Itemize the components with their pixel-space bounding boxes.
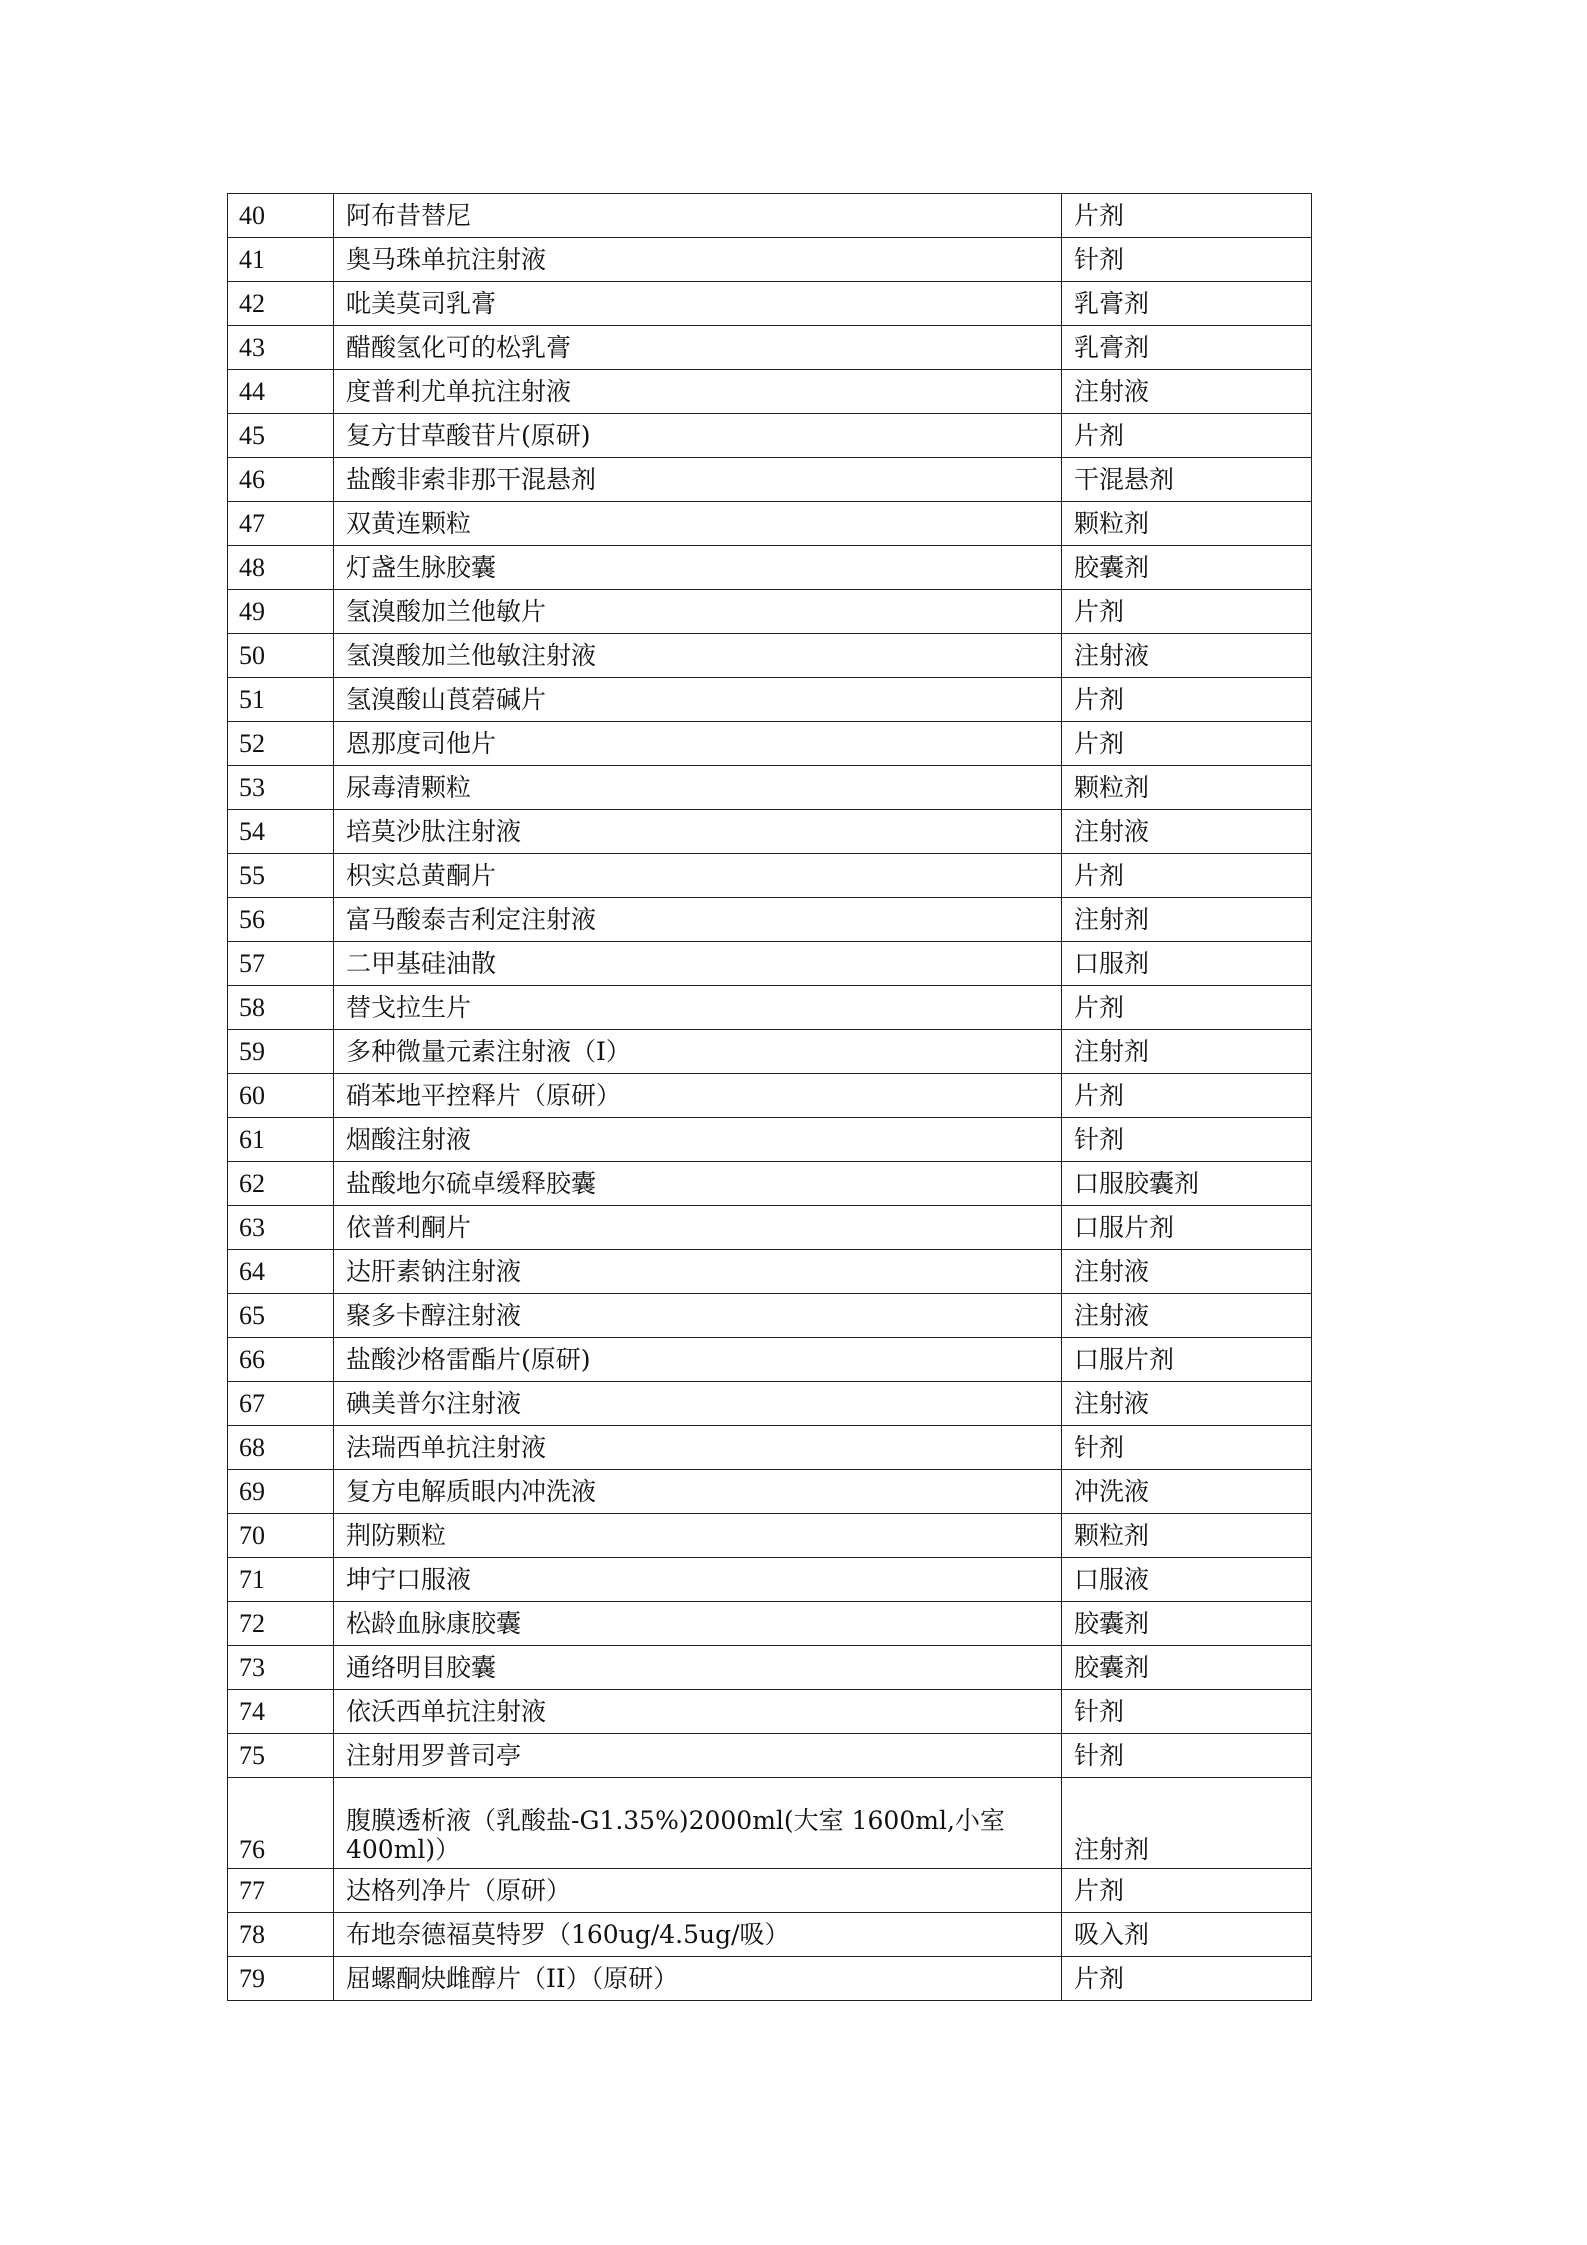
- drug-name-cell: [334, 1250, 1062, 1294]
- drug-name-line: 醋酸氢化可的松乳膏: [346, 333, 572, 362]
- table-row: [228, 414, 1312, 458]
- dosage-form-cell: 注射剂: [1062, 1030, 1312, 1074]
- row-number-cell: 79: [228, 1957, 334, 2001]
- drug-name-cell: [334, 370, 1062, 414]
- drug-name-line: 法瑞西单抗注射液: [346, 1433, 547, 1462]
- drug-name-cell: [334, 1470, 1062, 1514]
- table-row: [228, 1869, 1312, 1913]
- table-row: [228, 854, 1312, 898]
- drug-name-line: 吡美莫司乳膏: [346, 289, 497, 318]
- dosage-form-cell: 胶囊剂: [1062, 546, 1312, 590]
- drug-name-line: 复方电解质眼内冲洗液: [346, 1477, 597, 1506]
- table-row: [228, 370, 1312, 414]
- row-number-cell: 58: [228, 986, 334, 1030]
- row-number-cell: 52: [228, 722, 334, 766]
- dosage-form-cell: 干混悬剂: [1062, 458, 1312, 502]
- drug-name-line: 度普利尤单抗注射液: [346, 377, 572, 406]
- row-number-cell: 41: [228, 238, 334, 282]
- drug-name-line: 达格列净片（原研）: [346, 1876, 572, 1905]
- row-number-cell: 76: [228, 1778, 334, 1869]
- drug-name-cell: [334, 1162, 1062, 1206]
- drug-name-cell: [334, 1514, 1062, 1558]
- drug-name-line: 盐酸沙格雷酯片(原研): [346, 1345, 591, 1374]
- row-number-cell: 75: [228, 1734, 334, 1778]
- row-number-cell: 72: [228, 1602, 334, 1646]
- drug-name-line: 布地奈德福莫特罗（160ug/4.5ug/吸）: [346, 1920, 790, 1949]
- table-row: [228, 1074, 1312, 1118]
- drug-name-cell: [334, 590, 1062, 634]
- table-row: [228, 194, 1312, 238]
- table-row: [228, 1338, 1312, 1382]
- table-row: [228, 458, 1312, 502]
- table-row: [228, 898, 1312, 942]
- drug-name-cell: [334, 1602, 1062, 1646]
- table-row: [228, 1602, 1312, 1646]
- row-number-cell: 47: [228, 502, 334, 546]
- dosage-form-cell: 注射液: [1062, 1250, 1312, 1294]
- row-number-cell: 78: [228, 1913, 334, 1957]
- table-row: [228, 1250, 1312, 1294]
- dosage-form-cell: 针剂: [1062, 1118, 1312, 1162]
- row-number-cell: 59: [228, 1030, 334, 1074]
- drug-name-line: 恩那度司他片: [346, 729, 497, 758]
- drug-name-line: 氢溴酸山莨菪碱片: [346, 685, 547, 714]
- drug-name-cell: [334, 1646, 1062, 1690]
- dosage-form-cell: 针剂: [1062, 1690, 1312, 1734]
- row-number-cell: 50: [228, 634, 334, 678]
- drug-name-line: 依普利酮片: [346, 1213, 472, 1242]
- dosage-form-cell: 注射液: [1062, 810, 1312, 854]
- table-row: [228, 986, 1312, 1030]
- table-row: [228, 546, 1312, 590]
- row-number-cell: 71: [228, 1558, 334, 1602]
- drug-name-line: 尿毒清颗粒: [346, 773, 472, 802]
- dosage-form-cell: 胶囊剂: [1062, 1602, 1312, 1646]
- row-number-cell: 65: [228, 1294, 334, 1338]
- drug-name-line: 盐酸地尔硫卓缓释胶囊: [346, 1169, 597, 1198]
- table-row: [228, 326, 1312, 370]
- table-row: [228, 810, 1312, 854]
- drug-name-line: 坤宁口服液: [346, 1565, 472, 1594]
- drug-name-line: 盐酸非索非那干混悬剂: [346, 465, 597, 494]
- row-number-cell: 63: [228, 1206, 334, 1250]
- drug-name-cell: [334, 1338, 1062, 1382]
- drug-name-cell: [334, 898, 1062, 942]
- row-number-cell: 54: [228, 810, 334, 854]
- drug-name-line: 氢溴酸加兰他敏片: [346, 597, 547, 626]
- drug-name-cell: [334, 1118, 1062, 1162]
- table-row: [228, 1734, 1312, 1778]
- drug-name-cell: [334, 1206, 1062, 1250]
- row-number-cell: 56: [228, 898, 334, 942]
- drug-name-cell: [334, 1558, 1062, 1602]
- dosage-form-cell: 片剂: [1062, 1957, 1312, 2001]
- dosage-form-cell: 胶囊剂: [1062, 1646, 1312, 1690]
- drug-name-cell: [334, 854, 1062, 898]
- table-row: [228, 282, 1312, 326]
- drug-name-line: 荆防颗粒: [346, 1521, 447, 1550]
- row-number-cell: 62: [228, 1162, 334, 1206]
- drug-name-cell: [334, 942, 1062, 986]
- dosage-form-cell: 注射液: [1062, 1382, 1312, 1426]
- dosage-form-cell: 片剂: [1062, 722, 1312, 766]
- row-number-cell: 44: [228, 370, 334, 414]
- drug-list-table: [227, 193, 1312, 2001]
- drug-name-line: 腹膜透析液（乳酸盐-G1.35%)2000ml(大室 1600ml,小室: [346, 1806, 1005, 1835]
- dosage-form-cell: 片剂: [1062, 194, 1312, 238]
- drug-name-line: 奥马珠单抗注射液: [346, 245, 547, 274]
- row-number-cell: 43: [228, 326, 334, 370]
- row-number-cell: 69: [228, 1470, 334, 1514]
- dosage-form-cell: 片剂: [1062, 854, 1312, 898]
- table-row: [228, 1957, 1312, 2001]
- drug-name-line: 氢溴酸加兰他敏注射液: [346, 641, 597, 670]
- drug-name-cell: [334, 1778, 1062, 1869]
- dosage-form-cell: 注射剂: [1062, 898, 1312, 942]
- row-number-cell: 57: [228, 942, 334, 986]
- drug-name-cell: [334, 1869, 1062, 1913]
- drug-name-cell: [334, 282, 1062, 326]
- table-row: [228, 1778, 1312, 1869]
- drug-name-cell: [334, 546, 1062, 590]
- dosage-form-cell: 针剂: [1062, 1426, 1312, 1470]
- table-row: [228, 1162, 1312, 1206]
- row-number-cell: 51: [228, 678, 334, 722]
- table-row: [228, 502, 1312, 546]
- row-number-cell: 60: [228, 1074, 334, 1118]
- dosage-form-cell: 乳膏剂: [1062, 326, 1312, 370]
- drug-name-line: 达肝素钠注射液: [346, 1257, 522, 1286]
- row-number-cell: 53: [228, 766, 334, 810]
- dosage-form-cell: 乳膏剂: [1062, 282, 1312, 326]
- drug-name-cell: [334, 1074, 1062, 1118]
- drug-name-cell: [334, 1030, 1062, 1074]
- drug-name-line: 聚多卡醇注射液: [346, 1301, 522, 1330]
- drug-name-cell: [334, 1426, 1062, 1470]
- drug-name-line: 烟酸注射液: [346, 1125, 472, 1154]
- drug-name-cell: [334, 1913, 1062, 1957]
- row-number-cell: 61: [228, 1118, 334, 1162]
- dosage-form-cell: 注射剂: [1062, 1778, 1312, 1869]
- table-row: [228, 1382, 1312, 1426]
- drug-name-line: 灯盏生脉胶囊: [346, 553, 497, 582]
- row-number-cell: 55: [228, 854, 334, 898]
- drug-name-cell: [334, 238, 1062, 282]
- table-row: [228, 1558, 1312, 1602]
- row-number-cell: 74: [228, 1690, 334, 1734]
- drug-list-table-body: [228, 194, 1312, 2001]
- drug-name-cell: [334, 502, 1062, 546]
- table-row: [228, 722, 1312, 766]
- drug-name-cell: [334, 1294, 1062, 1338]
- row-number-cell: 70: [228, 1514, 334, 1558]
- drug-name-line: 富马酸泰吉利定注射液: [346, 905, 597, 934]
- drug-name-cell: [334, 326, 1062, 370]
- table-row: [228, 1294, 1312, 1338]
- dosage-form-cell: 片剂: [1062, 986, 1312, 1030]
- drug-name-cell: [334, 1957, 1062, 2001]
- drug-name-line: 替戈拉生片: [346, 993, 472, 1022]
- table-row: [228, 1690, 1312, 1734]
- dosage-form-cell: 针剂: [1062, 238, 1312, 282]
- drug-name-cell: [334, 722, 1062, 766]
- row-number-cell: 68: [228, 1426, 334, 1470]
- table-row: [228, 1514, 1312, 1558]
- row-number-cell: 67: [228, 1382, 334, 1426]
- drug-name-cell: [334, 1734, 1062, 1778]
- dosage-form-cell: 片剂: [1062, 678, 1312, 722]
- table-row: [228, 1470, 1312, 1514]
- dosage-form-cell: 口服片剂: [1062, 1206, 1312, 1250]
- row-number-cell: 48: [228, 546, 334, 590]
- drug-name-line: 复方甘草酸苷片(原研): [346, 421, 591, 450]
- drug-name-cell: [334, 458, 1062, 502]
- table-row: [228, 634, 1312, 678]
- drug-name-line: 松龄血脉康胶囊: [346, 1609, 522, 1638]
- drug-name-cell: [334, 810, 1062, 854]
- drug-name-line: 二甲基硅油散: [346, 949, 497, 978]
- drug-name-cell: [334, 1690, 1062, 1734]
- drug-name-line: 阿布昔替尼: [346, 201, 472, 230]
- row-number-cell: 46: [228, 458, 334, 502]
- table-row: [228, 1206, 1312, 1250]
- drug-name-cell: [334, 414, 1062, 458]
- dosage-form-cell: 针剂: [1062, 1734, 1312, 1778]
- dosage-form-cell: 冲洗液: [1062, 1470, 1312, 1514]
- table-row: [228, 1646, 1312, 1690]
- table-row: [228, 1030, 1312, 1074]
- row-number-cell: 45: [228, 414, 334, 458]
- row-number-cell: 40: [228, 194, 334, 238]
- row-number-cell: 73: [228, 1646, 334, 1690]
- drug-name-line: 培莫沙肽注射液: [346, 817, 522, 846]
- drug-name-cell: [334, 634, 1062, 678]
- drug-name-line: 双黄连颗粒: [346, 509, 472, 538]
- drug-name-line: 屈螺酮炔雌醇片（II）（原研）: [346, 1964, 679, 1993]
- dosage-form-cell: 口服胶囊剂: [1062, 1162, 1312, 1206]
- drug-name-line: 400ml)）: [346, 1835, 461, 1864]
- dosage-form-cell: 颗粒剂: [1062, 1514, 1312, 1558]
- dosage-form-cell: 注射液: [1062, 370, 1312, 414]
- dosage-form-cell: 片剂: [1062, 1074, 1312, 1118]
- dosage-form-cell: 口服剂: [1062, 942, 1312, 986]
- table-row: [228, 1118, 1312, 1162]
- table-row: [228, 1913, 1312, 1957]
- dosage-form-cell: 颗粒剂: [1062, 502, 1312, 546]
- table-row: [228, 942, 1312, 986]
- dosage-form-cell: 片剂: [1062, 590, 1312, 634]
- row-number-cell: 64: [228, 1250, 334, 1294]
- drug-name-line: 硝苯地平控释片（原研）: [346, 1081, 622, 1110]
- table-row: [228, 590, 1312, 634]
- drug-name-line: 多种微量元素注射液（I）: [346, 1037, 631, 1066]
- dosage-form-cell: 口服液: [1062, 1558, 1312, 1602]
- drug-name-cell: [334, 986, 1062, 1030]
- row-number-cell: 77: [228, 1869, 334, 1913]
- drug-name-cell: [334, 678, 1062, 722]
- dosage-form-cell: 注射液: [1062, 634, 1312, 678]
- dosage-form-cell: 片剂: [1062, 1869, 1312, 1913]
- row-number-cell: 42: [228, 282, 334, 326]
- dosage-form-cell: 颗粒剂: [1062, 766, 1312, 810]
- table-row: [228, 1426, 1312, 1470]
- dosage-form-cell: 吸入剂: [1062, 1913, 1312, 1957]
- row-number-cell: 66: [228, 1338, 334, 1382]
- drug-name-line: 枳实总黄酮片: [346, 861, 497, 890]
- table-row: [228, 678, 1312, 722]
- table-row: [228, 238, 1312, 282]
- drug-name-cell: [334, 1382, 1062, 1426]
- dosage-form-cell: 片剂: [1062, 414, 1312, 458]
- table-row: [228, 766, 1312, 810]
- row-number-cell: 49: [228, 590, 334, 634]
- drug-name-line: 注射用罗普司亭: [346, 1741, 522, 1770]
- dosage-form-cell: 口服片剂: [1062, 1338, 1312, 1382]
- drug-name-cell: [334, 766, 1062, 810]
- dosage-form-cell: 注射液: [1062, 1294, 1312, 1338]
- drug-name-line: 依沃西单抗注射液: [346, 1697, 547, 1726]
- drug-name-cell: [334, 194, 1062, 238]
- drug-name-line: 通络明目胶囊: [346, 1653, 497, 1682]
- drug-name-line: 碘美普尔注射液: [346, 1389, 522, 1418]
